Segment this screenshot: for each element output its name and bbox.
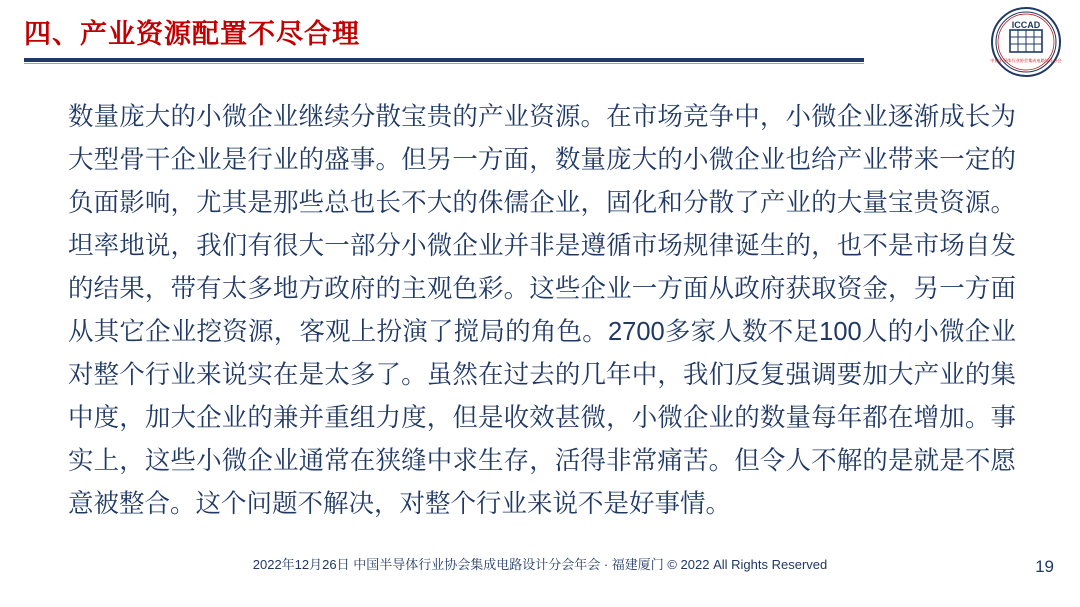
page-title: 四、产业资源配置不尽合理 [24,19,360,49]
title-divider-accent [24,63,864,64]
svg-text:ICCAD: ICCAD [1011,20,1041,30]
slide-header [0,0,1080,78]
slide-body-text: 数量庞大的小微企业继续分散宝贵的产业资源。在市场竞争中，小微企业逐渐成长为大型骨干企业是行业的盛事。但另一方面，数量庞大的小微企业也给产业带来一定的负面影响，尤其是那些总也长不大的侏儒企业，固化和分散了产业的大量宝贵资源。坦率地说，我们有很大一部分小微企业并非是遵循市场规律诞生的，也不是市场自发的结果，带有太多地方政府的主观色彩。这些企业一方面从政府获取资金，另一方面从其它企业挖资源，客观上扮演了搅局的角色。2700多家人数不足100人的小微企业对整个行业来说实在是太多了。虽然在过去的几年中，我们反复强调要加大产业的集中度，加大企业的兼并重组力度，但是收效甚微，小微企业的数量每年都在增加。事实上，这些小微企业通常在狭缝中求生存，活得非常痛苦。但令人不解的是就是不愿意被整合。这个问题不解决，对整个行业来说不是好事情。 [68,103,1016,518]
iccad-logo [990,6,1062,78]
slide-footer: 2022年12月26日 中国半导体行业协会集成电路设计分会年会 · 福建厦门 © 2022 All Rights Reserved [252,557,828,572]
page-number: 19 [1035,557,1054,576]
svg-text:中国半导体行业协会集成电路设计分会: 中国半导体行业协会集成电路设计分会 [990,58,1062,63]
title-divider [24,58,864,62]
